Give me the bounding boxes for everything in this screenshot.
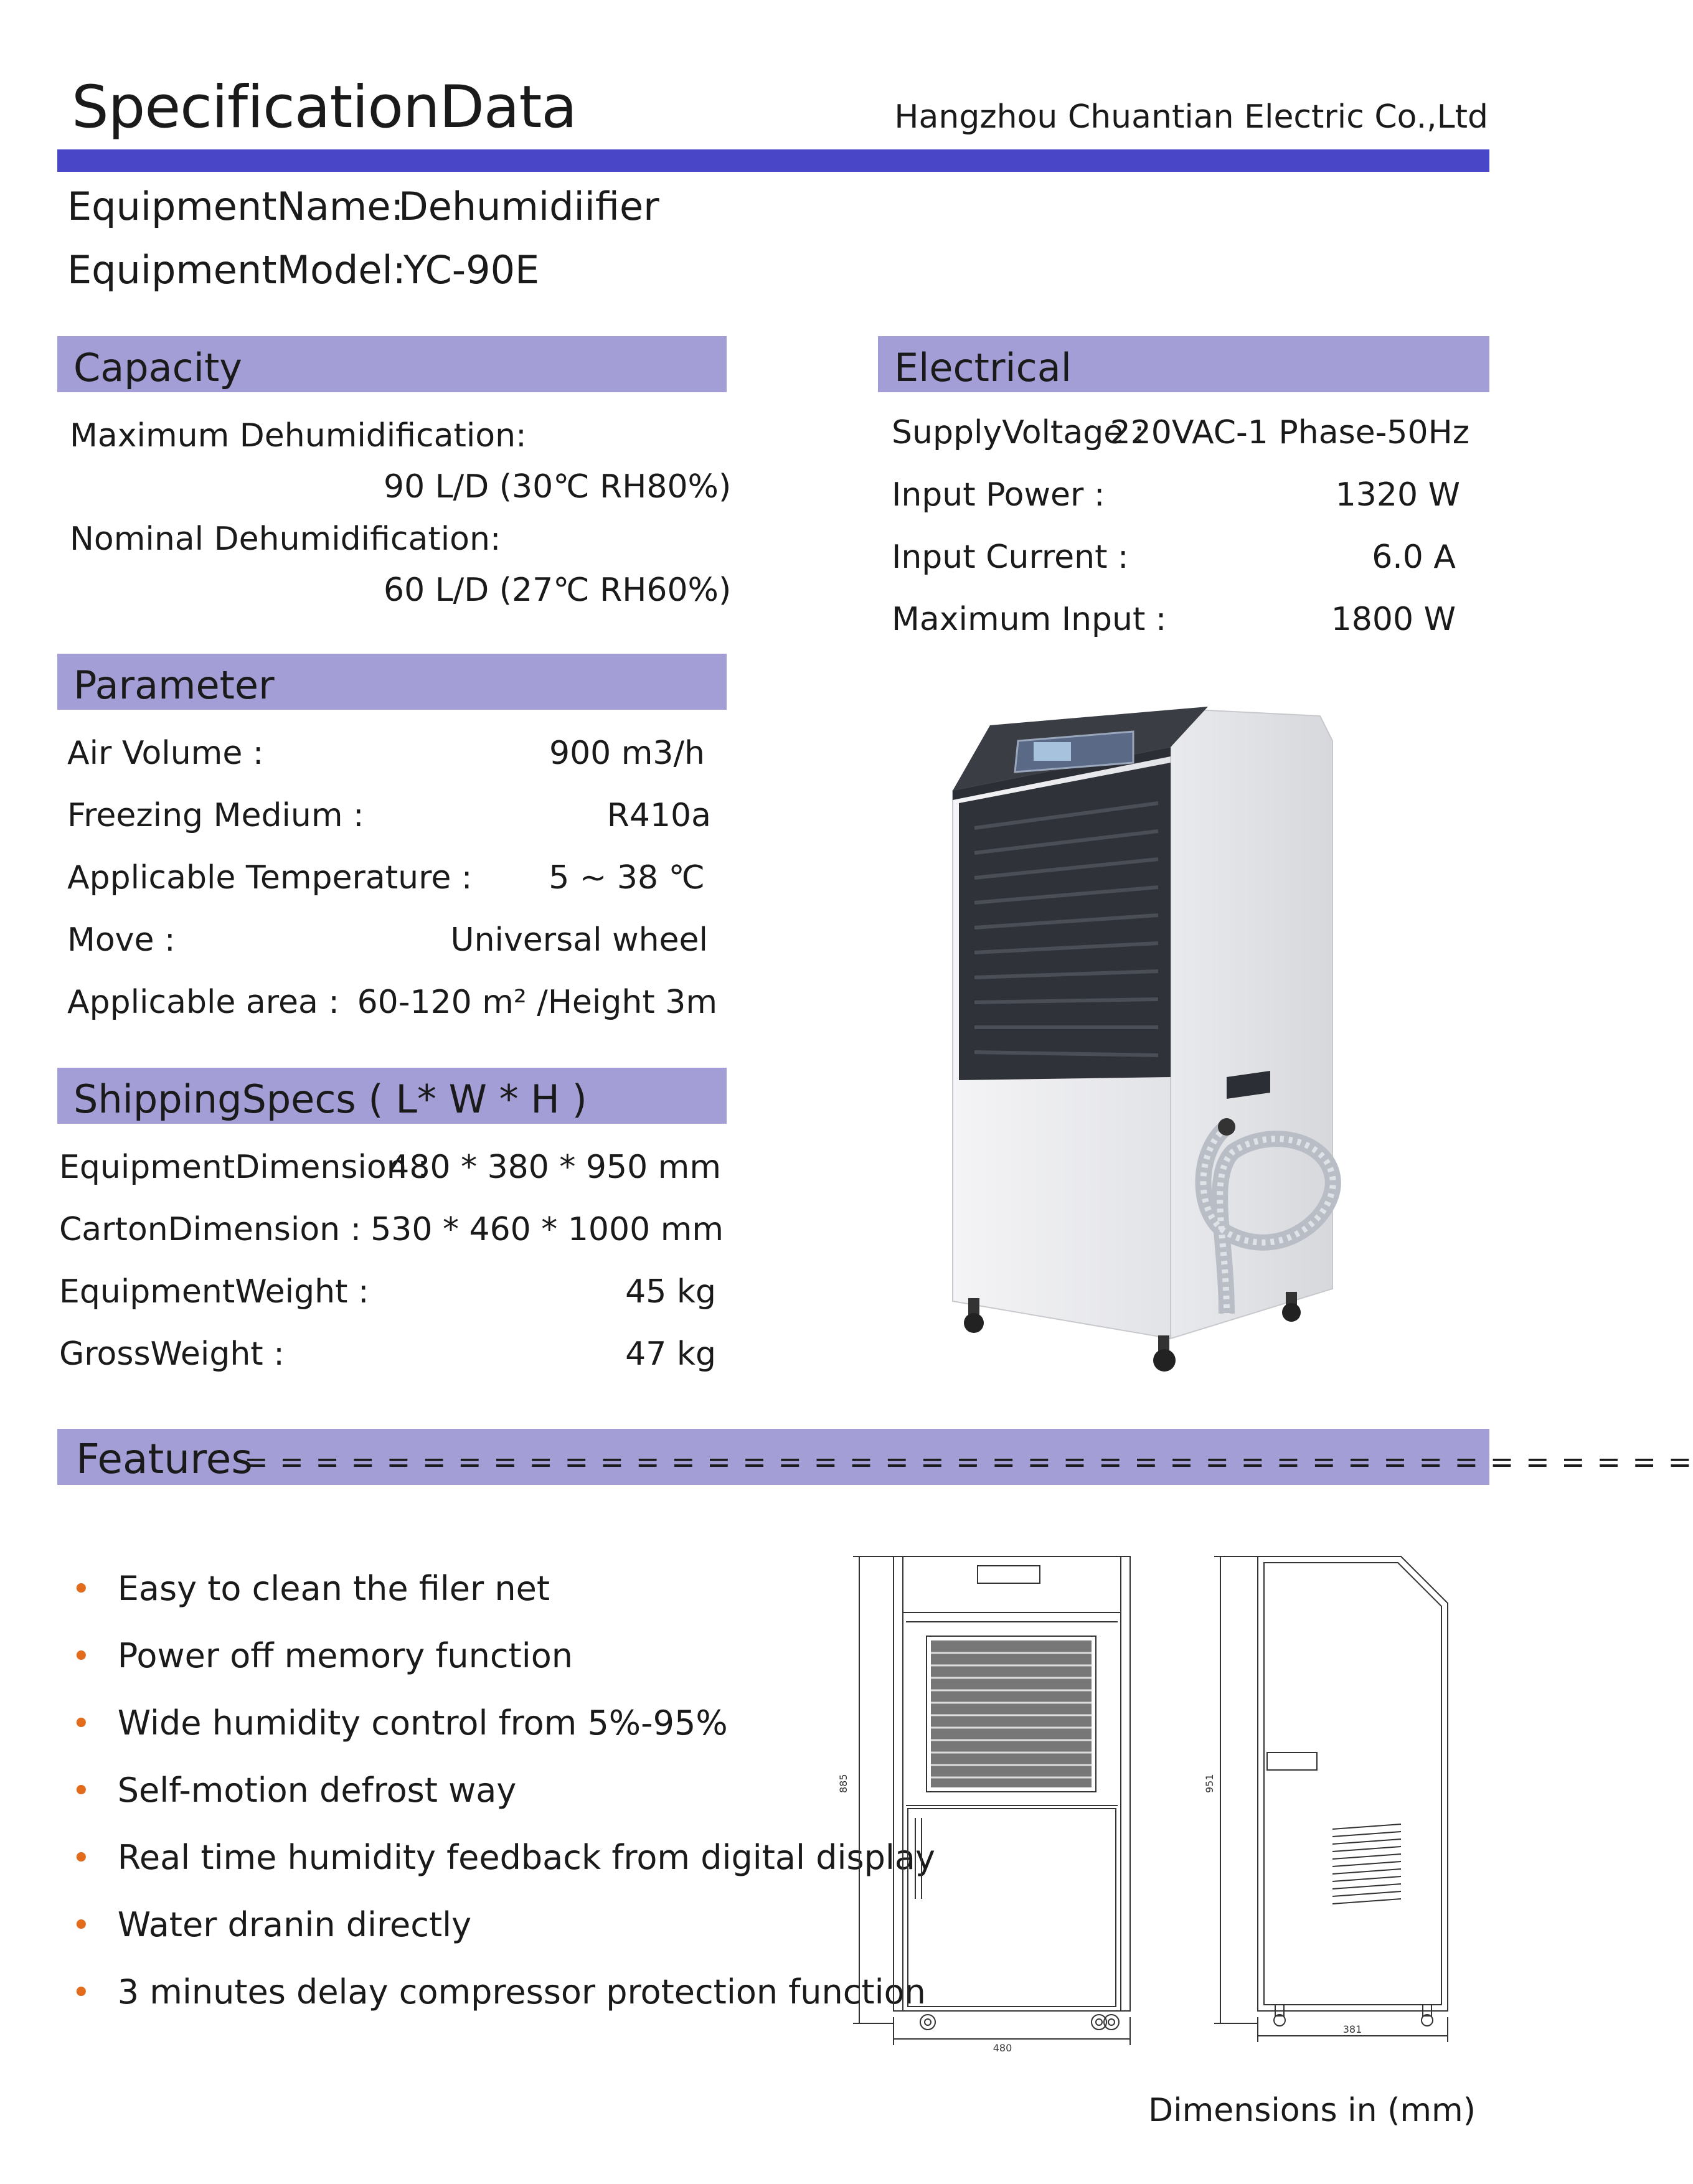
shipping-section-header	[57, 1068, 727, 1124]
feature-item: • Wide humidity control from 5%-95%	[72, 1703, 728, 1743]
feature-item: • Self-motion defrost way	[72, 1771, 517, 1810]
shipping-label: CartonDimension :	[59, 1211, 362, 1248]
electrical-value: 6.0 A	[1372, 539, 1456, 576]
bullet-icon: •	[72, 1840, 91, 1877]
parameter-value: Universal wheel	[450, 921, 708, 959]
parameter-value: 5 ~ 38 ℃	[549, 859, 705, 897]
shipping-value: 45 kg	[625, 1273, 716, 1311]
features-heading: Features	[76, 1435, 253, 1483]
nominal-dehumidification-label: Nominal Dehumidification:	[70, 520, 501, 558]
electrical-label: SupplyVoltage :	[892, 414, 1145, 451]
feature-item: • Power off memory function	[72, 1636, 573, 1675]
electrical-value: 1320 W	[1335, 476, 1460, 514]
shipping-label: GrossWeight :	[59, 1335, 285, 1373]
feature-item: • Easy to clean the filer net	[72, 1569, 550, 1608]
electrical-label: Maximum Input :	[892, 601, 1167, 638]
front-height-dimension: 885	[837, 1774, 849, 1793]
side-view-drawing	[1204, 1544, 1469, 2067]
parameter-section-header	[57, 654, 727, 710]
bullet-icon: •	[72, 1705, 91, 1743]
bullet-icon: •	[72, 1571, 91, 1608]
shipping-label: EquipmentDimension :	[59, 1149, 428, 1186]
parameter-heading: Parameter	[73, 662, 275, 708]
feature-item: • Real time humidity feedback from digital display	[72, 1838, 935, 1877]
parameter-label: Applicable Temperature :	[67, 859, 473, 897]
electrical-value: 1800 W	[1331, 601, 1456, 638]
shipping-label: EquipmentWeight :	[59, 1273, 369, 1311]
shipping-value: 530 * 460 * 1000 mm	[370, 1211, 724, 1248]
parameter-value: R410a	[606, 797, 711, 834]
features-section-header	[57, 1429, 1693, 1485]
electrical-heading: Electrical	[894, 345, 1072, 390]
max-dehumidification-value: 90 L/D (30℃ RH80%)	[384, 468, 732, 506]
side-height-dimension: 951	[1204, 1774, 1215, 1793]
company-name: Hangzhou Chuantian Electric Co.,Ltd	[894, 98, 1488, 136]
features-dash-rule: = = = = = = = = = = = = = = = = = = = = = = = = = = = = = = = = = = = = = = = = =	[244, 1445, 1693, 1479]
parameter-label: Freezing Medium :	[67, 797, 364, 834]
parameter-label: Air Volume :	[67, 735, 264, 772]
nominal-dehumidification-value: 60 L/D (27℃ RH60%)	[384, 572, 732, 609]
bullet-icon: •	[72, 1772, 91, 1810]
shipping-value: 480 * 380 * 950 mm	[389, 1149, 721, 1186]
electrical-label: Input Current :	[892, 539, 1129, 576]
equipment-model-label: EquipmentModel:	[67, 247, 406, 293]
front-view-drawing	[834, 1544, 1171, 2067]
equipment-name-value: Dehumidiifier	[398, 184, 659, 229]
feature-item: • 3 minutes delay compressor protection function	[72, 1972, 926, 2012]
shipping-value: 47 kg	[625, 1335, 716, 1373]
equipment-name-label: EquipmentName:	[67, 184, 404, 229]
electrical-label: Input Power :	[892, 476, 1105, 514]
parameter-label: Move :	[67, 921, 176, 959]
bullet-icon: •	[72, 1907, 91, 1944]
header-divider-bar	[57, 149, 1489, 172]
dehumidifier-product-image	[934, 704, 1370, 1388]
parameter-value: 60-120 m² /Height 3m	[357, 984, 717, 1021]
front-width-dimension: 480	[993, 2042, 1012, 2054]
feature-item: • Water dranin directly	[72, 1905, 472, 1944]
shipping-heading: ShippingSpecs ( L* W * H )	[73, 1076, 587, 1122]
equipment-model-value: YC-90E	[403, 247, 540, 293]
electrical-section-header	[878, 336, 1489, 392]
page-title: SpecificationData	[72, 73, 577, 141]
bullet-icon: •	[72, 1974, 91, 2012]
max-dehumidification-label: Maximum Dehumidification:	[70, 417, 527, 454]
side-width-dimension: 381	[1342, 2023, 1362, 2035]
dimensions-caption: Dimensions in (mm)	[1148, 2092, 1476, 2129]
bullet-icon: •	[72, 1638, 91, 1675]
parameter-label: Applicable area :	[67, 984, 339, 1021]
parameter-value: 900 m3/h	[549, 735, 705, 772]
capacity-section-header	[57, 336, 727, 392]
capacity-heading: Capacity	[73, 345, 242, 390]
electrical-value: 220VAC-1 Phase-50Hz	[1110, 414, 1469, 451]
